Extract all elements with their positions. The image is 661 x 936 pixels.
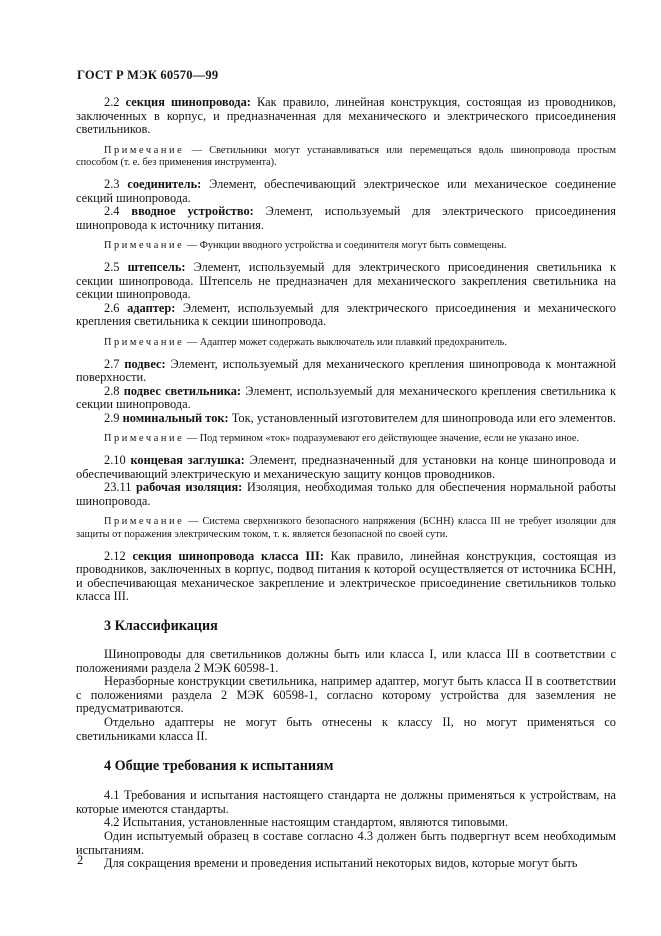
clause-term: штепсель: — [127, 259, 186, 274]
clause-term: рабочая изоляция: — [136, 480, 243, 495]
clause-text: Элемент, обеспечивающий электрическое или механическое соединение секций шинопровода. — [76, 176, 616, 205]
section-4-paragraph: 4.1 Требования и испытания настоящего стандарта не должны применяться к устройствам, на которые имеются стандарты. — [76, 788, 616, 816]
clause-text: Элемент, используемый для электрического присоединения и механического крепления светильника к секции шинопровода. — [76, 300, 616, 329]
clause-term: вводное устройство: — [131, 204, 254, 219]
clause-2-9 — [76, 412, 616, 426]
section-4-heading: 4 Общие требования к испытаниям — [104, 758, 334, 775]
clause-number: 2.2 — [104, 95, 120, 109]
clause-number: 2.9 — [104, 410, 120, 425]
note-text: — Светильники могут устанавливаться или перемещаться вдоль шинопровода простым способом (т. е. без применения инструмента). — [76, 144, 616, 169]
note-text: — Функции вводного устройства и соединителя могут быть совмещены. — [184, 240, 507, 252]
note-label: Примечание — [104, 516, 185, 528]
clause-number: 2.3 — [104, 176, 120, 191]
clause-2-4 — [76, 205, 616, 232]
note-label: Примечание — [104, 433, 185, 445]
clause-number: 2.8 — [104, 383, 120, 398]
page-number: 2 — [77, 853, 84, 867]
section-3-paragraph: Шинопроводы для светильников должны быть или класса I, или класса III в соответствии с положениями раздела 2 МЭК 60598-1. — [76, 647, 616, 675]
note-2-6 — [76, 337, 616, 350]
section-4-paragraph: 4.2 Испытания, установленные настоящим стандартом, являются типовыми. — [104, 815, 509, 830]
clause-2-2 — [76, 96, 616, 137]
clause-number: 2.10 — [104, 453, 126, 468]
note-2-2 — [76, 145, 616, 170]
clause-2-7 — [76, 358, 616, 385]
document-header: ГОСТ Р МЭК 60570—99 — [77, 68, 219, 82]
note-23-11 — [76, 516, 616, 541]
clause-term: номинальный ток: — [122, 410, 229, 425]
clause-text: Ток, установленный изготовителем для шинопровода или его элементов. — [228, 410, 616, 425]
clause-number: 2.7 — [104, 356, 120, 371]
note-label: Примечание — [104, 240, 185, 252]
document-body — [76, 96, 616, 871]
section-4-paragraph: Для сокращения времени и проведения испытаний некоторых видов, которые могут быть — [104, 856, 578, 871]
clause-number: 2.5 — [104, 259, 120, 274]
clause-term: секция шинопровода: — [125, 95, 251, 109]
clause-text: Как правило, линейная конструкция, состоящая из проводников, заключенных в корпус, и предназначенная для механического и электрического присоединения светильников. — [76, 95, 616, 137]
clause-number: 23.11 — [104, 480, 132, 495]
note-text: — Под термином «ток» подразумевают его действующее значение, если не указано иное. — [184, 433, 580, 445]
note-text: — Адаптер может содержать выключатель или плавкий предохранитель. — [184, 336, 507, 348]
clause-number: 2.6 — [104, 300, 120, 315]
clause-text: Элемент, используемый для механического крепления шинопровода к монтажной поверхности. — [76, 356, 616, 385]
clause-2-12 — [76, 550, 616, 604]
clause-2-5 — [76, 261, 616, 302]
clause-term: соединитель: — [127, 176, 202, 191]
clause-number: 2.12 — [104, 548, 126, 563]
clause-2-6 — [76, 302, 616, 329]
section-4-paragraph: Один испытуемый образец в составе согласно 4.3 должен быть подвергнут всем необходимым испытаниям. — [76, 828, 616, 857]
clause-text: Элемент, предназначенный для установки на конце шинопровода и обеспечивающий электрическую и механическую защиту концов проводников. — [76, 453, 616, 481]
clause-2-10 — [76, 454, 616, 481]
note-label: Примечание — [104, 336, 185, 348]
clause-2-8 — [76, 385, 616, 412]
section-3-paragraph: Отдельно адаптеры не могут быть отнесены к классу II, но могут применяться со светильниками класса II. — [76, 714, 616, 743]
clause-term: подвес светильника: — [123, 383, 242, 398]
clause-text: Элемент, используемый для механического крепления светильника к секции шинопровода. — [76, 383, 616, 412]
clause-number: 2.4 — [104, 204, 120, 219]
clause-term: концевая заглушка: — [130, 453, 245, 468]
clause-text: Элемент, используемый для электрического присоединения светильника к секции шинопровода. Штепсель не предназначен для механического закрепления светильника на секции шинопровода. — [76, 259, 616, 302]
note-2-9 — [76, 433, 616, 446]
clause-text: Как правило, линейная конструкция, состоящая из проводников, заключенных в корпус, подвод питания к которой осуществляется от источника БСНН, и обеспечивающая механическое закрепление и электрическое присоединение светильников только класса III. — [76, 548, 616, 604]
note-label: Примечание — [104, 144, 185, 156]
section-3-paragraph: Неразборные конструкции светильника, например адаптер, могут быть класса II в соответствии с положениями раздела 2 МЭК 60598-1, согласно которому устройства для заземления не предусматриваются. — [76, 674, 616, 716]
note-2-4 — [76, 240, 616, 253]
clause-term: секция шинопровода класса III: — [132, 548, 324, 563]
clause-term: адаптер: — [127, 300, 176, 315]
clause-text: Элемент, используемый для электрического присоединения шинопровода к источнику питания. — [76, 204, 616, 232]
section-3-heading: 3 Классификация — [104, 618, 218, 634]
note-text: — Система сверхнизкого безопасного напряжения (БСНН) класса III не требует изоляции для защиты от поражения электрическим током, т. к. является безопасной по своей сути. — [76, 516, 616, 541]
clause-2-3 — [76, 178, 616, 205]
clause-term: подвес: — [124, 356, 166, 371]
clause-23-11 — [76, 481, 616, 508]
clause-text: Изоляция, необходимая только для обеспечения нормальной работы шинопровода. — [76, 480, 616, 508]
